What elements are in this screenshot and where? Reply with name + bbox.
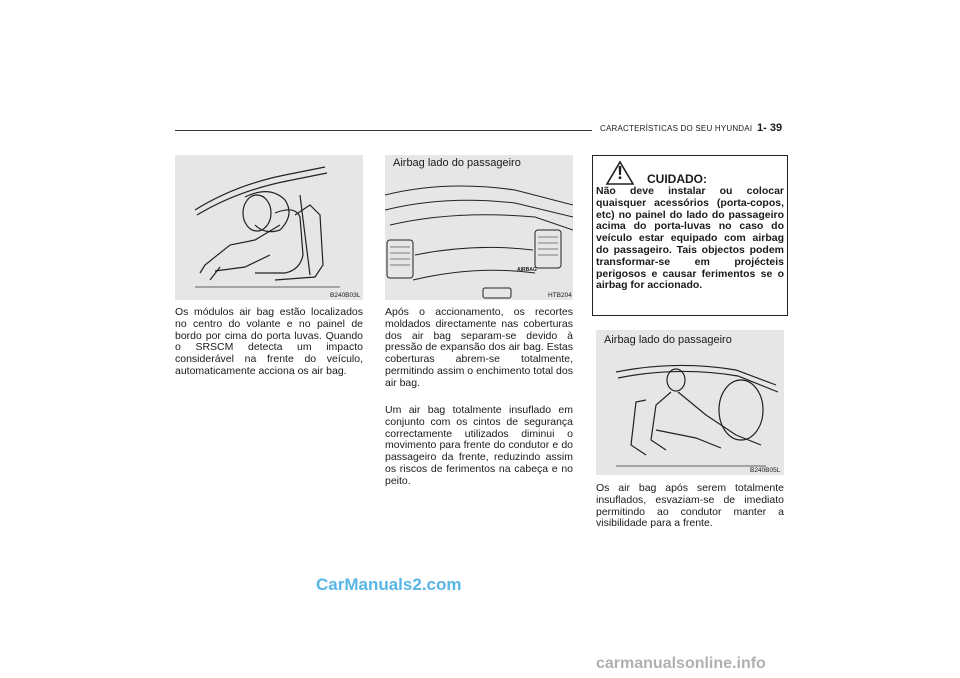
figure2-code: HTB204 [548,292,572,299]
figure-passenger-airbag [596,330,784,475]
watermark-carmanuals2[interactable]: CarManuals2.com [316,575,462,594]
driver-airbag-deployed-illustration [175,155,363,300]
col3-paragraph: Os air bag após serem totalmente insuflados, esvaziam-se de imediato permitindo ao condutor manter a visibilidade para a frente. [596,482,784,530]
figure-driver-airbag [175,155,363,300]
page-number: 1- 39 [757,122,783,134]
figure1-code: B240B03L [330,292,361,299]
dashboard-passenger-airbag-illustration [385,155,573,300]
figure2-title: Airbag lado do passageiro [393,157,521,169]
col1-paragraph: Os módulos air bag estão localizados no centro do volante e no painel de bordo por cima do porta luvas. Quando o SRSCM detecta um impacto considerável na frente do veículo, automaticamente acciona os air bag. [175,306,363,377]
figure3-code: B240B05L [750,467,781,474]
warning-symbol: ! [617,163,623,183]
dashboard-airbag-label: AIRBAG [517,267,537,273]
header-rule [175,130,592,131]
section-title: CARACTERÍSTICAS DO SEU HYUNDAI [600,124,753,133]
caution-text: Não deve instalar ou colocar quaisquer acessórios (porta-copos, etc) no painel do lado do passageiro acima do porta-luvas no caso do veículo estar equipado com airbag do passageiro. Tais objectos podem transformar-se em projécteis perigosos e causar ferimentos se o airbag for accionado. [596,185,784,292]
col2-paragraph2: Um air bag totalmente insuflado em conjunto com os cintos de segurança correctamente utilizados diminui o movimento para frente do condutor e do passageiro da frente, reduzindo assim os riscos de ferimentos na cabeça e no peito. [385,404,573,487]
figure-dashboard [385,155,573,300]
col2-paragraph1: Após o accionamento, os recortes moldados directamente nas coberturas dos air bag separam-se devido à pressão de expansão dos air bag. Estas coberturas abrem-se totalmente, permitindo assim o enchimento total dos air bag. [385,306,573,389]
passenger-airbag-deployed-illustration [596,330,784,475]
caution-title: CUIDADO: [647,172,707,186]
watermark-carmanualsonline[interactable]: carmanualsonline.info [596,655,766,672]
figure3-title: Airbag lado do passageiro [604,334,732,346]
